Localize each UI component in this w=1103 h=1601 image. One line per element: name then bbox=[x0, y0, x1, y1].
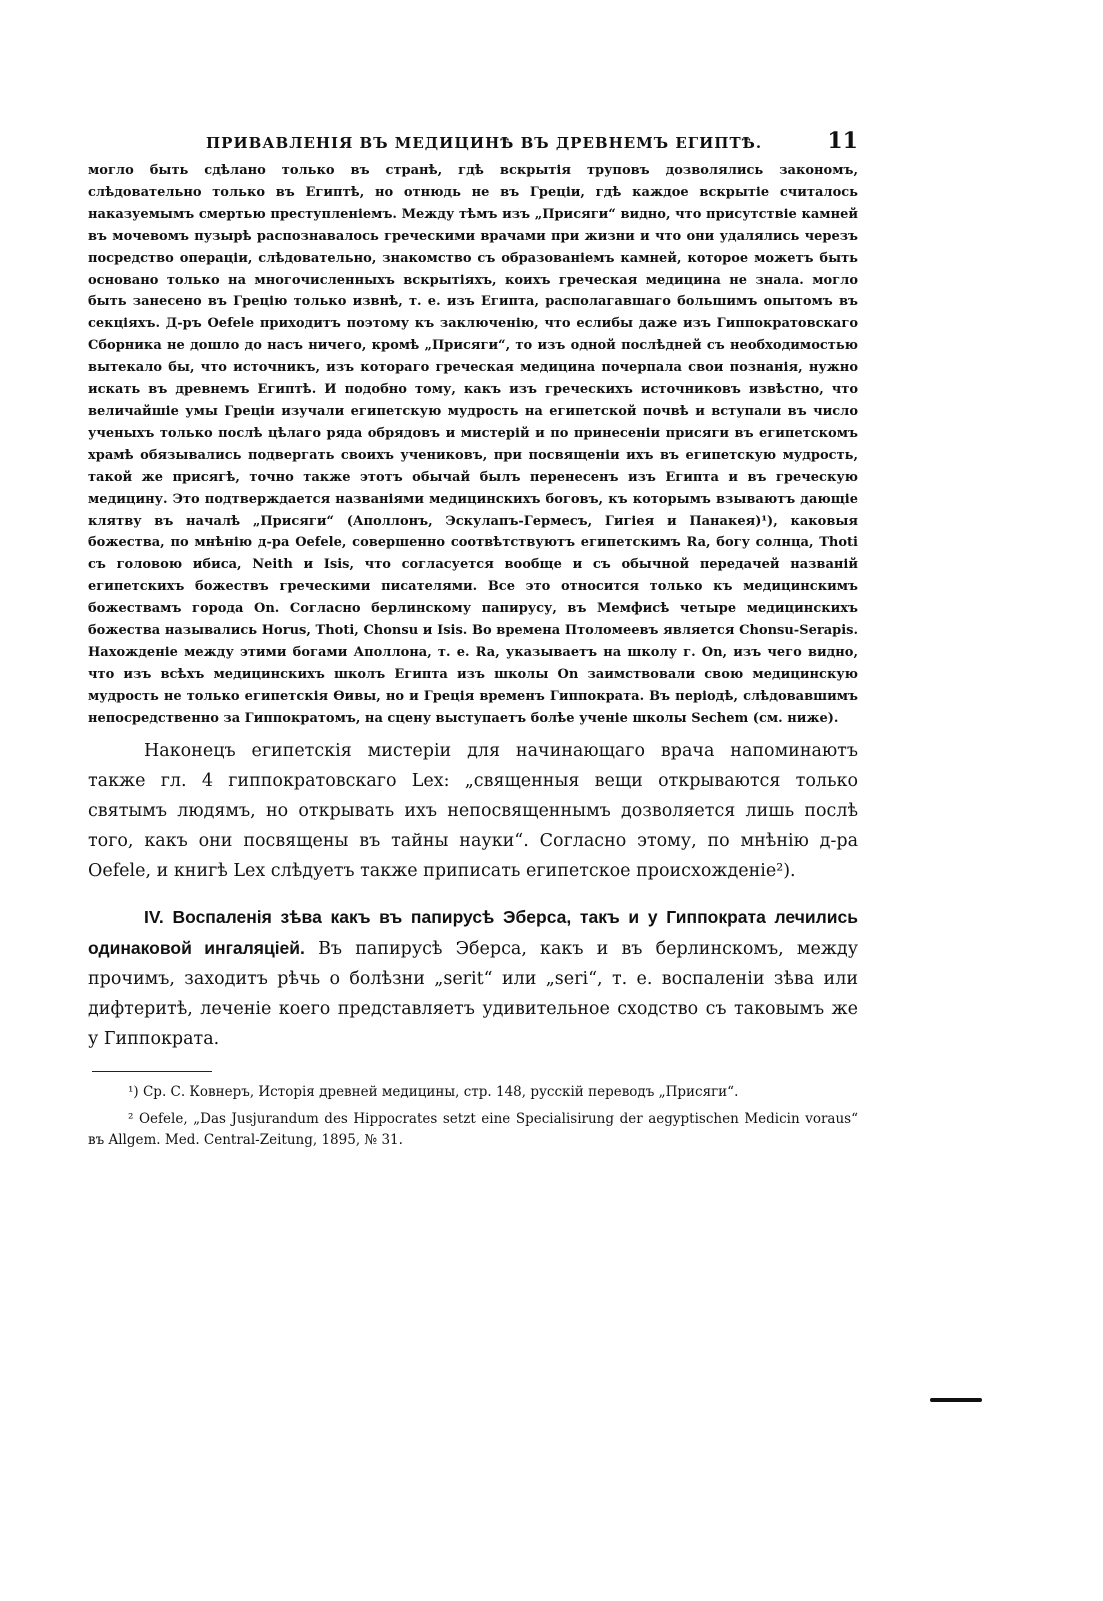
page bbox=[88, 126, 858, 1157]
margin-dash-mark bbox=[930, 1398, 982, 1402]
page-number: 11 bbox=[827, 128, 858, 154]
section-iv bbox=[88, 902, 858, 1054]
page-header bbox=[88, 126, 858, 160]
paragraph-2: Наконецъ египетскія мистеріи для начинающаго врача напоминаютъ также гл. 4 гиппократовскаго Lex: „священныя вещи открываются только святымъ людямъ, но открывать ихъ непосвященнымъ дозволяется лишь послѣ того, какъ они посвящены въ тайны науки“. Согласно этому, по мнѣнію д-ра Oefele, и книгѣ Lex слѣдуетъ также приписать египетское происхожденіе²). bbox=[88, 740, 858, 881]
section-heading: IV. Воспаленія зѣва какъ въ папирусѣ Эберса, такъ и у Гиппократа лечились одинаковой ингаляціей. bbox=[88, 906, 858, 958]
footnote-2: ² Oefele, „Das Jusjurandum des Hippocrates setzt eine Specialisirung der aegyptischen Medicin voraus“ въ Allgem. Med. Central-Zeitung, 1895, № 31. bbox=[88, 1111, 858, 1149]
footnote-1: ¹) Ср. С. Ковнеръ, Исторія древней медицины, стр. 148, русскій переводъ „Присяги“. bbox=[128, 1084, 739, 1101]
paragraph-1: могло быть сдѣлано только въ странѣ, гдѣ вскрытія труповъ дозволялись закономъ, слѣдовательно только въ Египтѣ, но отнюдь не въ Греціи, гдѣ каждое вскрытіе считалось наказуемымъ смертью преступленіемъ. Между тѣмъ изъ „Присяги“ видно, что присутствіе камней въ мочевомъ пузырѣ распознавалось греческими врачами при жизни и что они удалялись черезъ посредство операціи, слѣдовательно, знакомство съ образованіемъ камней, которое можетъ быть основано только на многочисленныхъ вскрытіяхъ, коихъ греческая медицина не знала. могло быть занесено въ Грецію только извнѣ, т. е. изъ Египта, располагавшаго большимъ опытомъ въ секціяхъ. Д-ръ Oefele приходитъ поэтому къ заключенію, что еслибы даже изъ Гиппократовскаго Сборника не дошло до насъ ничего, кромѣ „Присяги“, то изъ одной послѣдней съ необходимостью вытекало бы, что источникъ, изъ котораго греческая медицина почерпала свои познанія, нужно искать въ древнемъ Египтѣ. И подобно тому, какъ изъ греческихъ источниковъ извѣстно, что величайшіе умы Греціи изучали египетскую мудрость на египетской почвѣ и вступали въ число ученыхъ только послѣ цѣлаго ряда обрядовъ и мистерій и по принесеніи присяги въ египетскомъ храмѣ обязывались подвергать своихъ учениковъ, при посвященіи ихъ въ египетскую мудрость, такой же присягѣ, точно также этотъ обычай былъ перенесенъ изъ Египта и въ греческую медицину. Это подтверждается названіями медицинскихъ боговъ, къ которымъ взываютъ дающіе клятву въ началѣ „Присяги“ (Аполлонъ, Эскулапъ-Гермесъ, Гигіея и Панакея)¹), каковыя божества, по мнѣнію д-ра Oefele, совершенно соотвѣтствуютъ египетскимъ Ra, богу солнца, Thoti съ головою ибиса, Neith и Isis, что согласуется вообще и съ обычной передачей названій египетскихъ божествъ греческими писателями. Все это относится только къ медицинскимъ божествамъ города On. Согласно берлинскому папирусу, въ Мемфисѣ четыре медицинскихъ божества назывались Horus, Thoti, Chonsu и Isis. Во времена Птоломеевъ является Chonsu-Serapis. Нахожденіе между этими богами Аполлона, т. е. Ra, указываетъ на школу г. On, изъ чего видно, что изъ всѣхъ медицинскихъ школъ Египта изъ школы On заимствовали свою медицинскую мудрость не только египетскія Ѳивы, но и Греція временъ Гиппократа. Въ періодѣ, слѣдовавшимъ непосредственно за Гиппократомъ, на сцену выступаетъ болѣе ученіе школы Sechem (см. ниже). bbox=[88, 163, 858, 726]
running-title: ПРИВАВЛЕНІЯ ВЪ МЕДИЦИНѢ ВЪ ДРЕВНЕМЪ ЕГИПТѢ. bbox=[206, 134, 763, 152]
footnote-divider bbox=[92, 1071, 212, 1072]
section-text: Въ папирусѣ Эберса, какъ и въ берлинскомъ, между прочимъ, заходитъ рѣчь о болѣзни „serit“ или „seri“, т. е. воспаленіи зѣва или дифтеритѣ, леченіе коего представляетъ удивительное сходство съ таковымъ же у Гиппократа. bbox=[88, 938, 858, 1049]
